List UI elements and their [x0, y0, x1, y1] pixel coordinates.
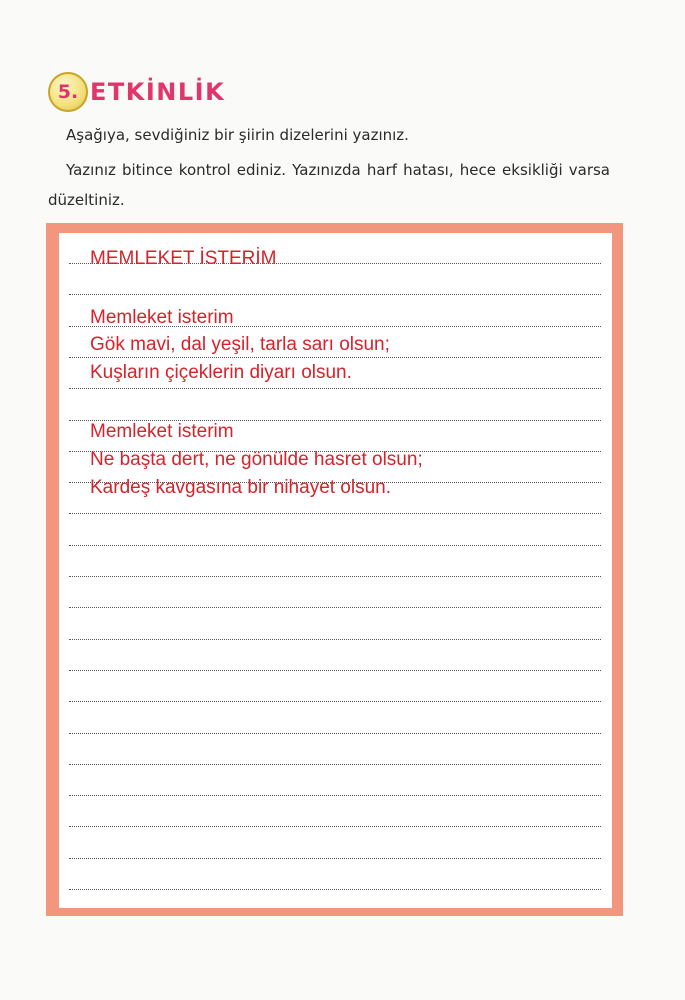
- poem-line: Memleket isterim: [90, 421, 234, 442]
- writing-sheet: [59, 233, 612, 908]
- instruction-line-1: Aşağıya, sevdiğiniz bir şiirin dizelerini yazınız.: [66, 126, 409, 144]
- dotted-writing-line: [69, 858, 601, 859]
- dotted-writing-line: [69, 388, 601, 389]
- dotted-writing-line: [69, 701, 601, 702]
- dotted-writing-line: [69, 826, 601, 827]
- dotted-writing-line: [69, 670, 601, 671]
- poem-line: Memleket isterim: [90, 307, 234, 328]
- poem-line: Kuşların çiçeklerin diyarı olsun.: [90, 362, 352, 383]
- poem-line: Gök mavi, dal yeşil, tarla sarı olsun;: [90, 334, 390, 355]
- instruction-line-2: Yazınız bitince kontrol ediniz. Yazınızda harf hatası, hece eksikliği varsa düzeltiniz.: [48, 161, 610, 209]
- poem-title: MEMLEKET İSTERİM: [90, 248, 277, 269]
- dotted-writing-line: [69, 795, 601, 796]
- dotted-writing-line: [69, 733, 601, 734]
- dotted-writing-line: [69, 639, 601, 640]
- activity-number-badge: 5.: [48, 72, 88, 112]
- dotted-writing-line: [69, 357, 601, 358]
- activity-title: ETKİNLİK: [90, 78, 226, 106]
- dotted-writing-line: [69, 607, 601, 608]
- poem-line: Ne başta dert, ne gönülde hasret olsun;: [90, 449, 423, 470]
- writing-frame: [46, 223, 623, 916]
- dotted-writing-line: [69, 889, 601, 890]
- dotted-writing-line: [69, 576, 601, 577]
- dotted-writing-line: [69, 764, 601, 765]
- poem-line: Kardeş kavgasına bir nihayet olsun.: [90, 477, 392, 498]
- dotted-writing-line: [69, 294, 601, 295]
- activity-heading: [48, 72, 225, 112]
- dotted-writing-line: [69, 545, 601, 546]
- dotted-writing-line: [69, 513, 601, 514]
